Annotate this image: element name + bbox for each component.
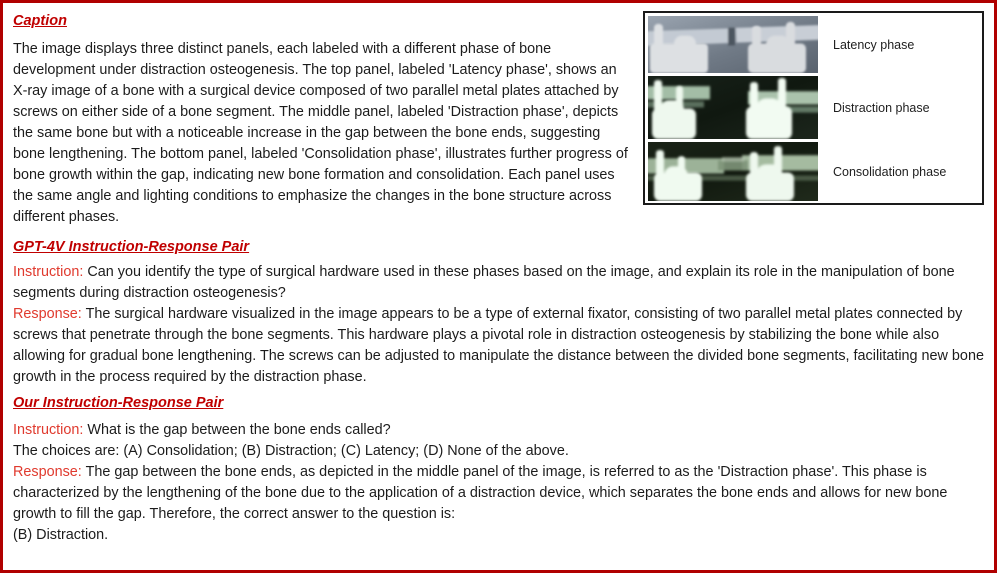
our-choices-line: The choices are: (A) Consolidation; (B) Distraction; (C) Latency; (D) None of the above. bbox=[13, 443, 569, 459]
response-label: Response: bbox=[13, 464, 82, 480]
response-text: The surgical hardware visualized in the image appears to be a type of external fixator, consisting of two parallel metal plates connected by screws that penetrate through the bone segments. This hardware plays a pivotal role in distraction osteogenesis by stabilizing the bone while also allowing for gradual bone lengthening. The screws can be adjusted to manipulate the distance between the divided bone segments, facilitating new bone growth in the process required by the distraction phase. bbox=[13, 306, 984, 385]
instruction-label: Instruction: bbox=[13, 422, 84, 438]
our-pair-heading: Our Instruction-Response Pair bbox=[13, 395, 224, 411]
our-instruction bbox=[13, 420, 984, 441]
bone-phases-figure bbox=[643, 11, 984, 205]
gpt4v-instruction bbox=[13, 262, 984, 304]
xray-panel-consolidation-image bbox=[648, 142, 818, 201]
caption-section bbox=[13, 9, 984, 228]
xray-panel-latency-image bbox=[648, 16, 818, 73]
gpt4v-section bbox=[13, 228, 984, 388]
figure-label-latency: Latency phase bbox=[818, 16, 979, 73]
our-pair-section bbox=[13, 388, 984, 546]
instruction-text: Can you identify the type of surgical hardware used in these phases based on the image, and explain its role in the manipulation of bone segments during distraction osteogenesis? bbox=[13, 264, 955, 301]
instruction-text: What is the gap between the bone ends called? bbox=[87, 422, 391, 438]
figure-row-distraction bbox=[648, 76, 979, 139]
gpt4v-heading: GPT-4V Instruction-Response Pair bbox=[13, 239, 250, 255]
our-response bbox=[13, 462, 984, 525]
page-content bbox=[3, 3, 994, 552]
figure-label-distraction: Distraction phase bbox=[818, 76, 979, 139]
figure-row-consolidation bbox=[648, 142, 979, 201]
instruction-label: Instruction: bbox=[13, 264, 84, 280]
figure-row-latency bbox=[648, 16, 979, 73]
xray-panel-distraction-image bbox=[648, 76, 818, 139]
caption-body: The image displays three distinct panels, each labeled with a different phase of bone development under distraction osteogenesis. The top panel, labeled 'Latency phase', shows an X-ray image of a bone with a surgical device composed of two parallel metal plates attached by screws on either side of a bone segment. The middle panel, labeled 'Distraction phase', depicts the same bone but with a noticeable increase in the gap between the bone ends, suggesting bone lengthening. The bottom panel, labeled 'Consolidation phase', illustrates further progress of bone growth within the gap, indicating new bone formation and consolidation. Each panel uses the same angle and lighting conditions to emphasize the changes in the bone structure across different phases. bbox=[13, 41, 628, 225]
gpt4v-response bbox=[13, 304, 984, 388]
response-label: Response: bbox=[13, 306, 82, 322]
our-answer-line: (B) Distraction. bbox=[13, 527, 109, 543]
figure-label-consolidation: Consolidation phase bbox=[818, 142, 979, 201]
response-text: The gap between the bone ends, as depicted in the middle panel of the image, is referred to as the 'Distraction phase'. This phase is characterized by the lengthening of the bone due to the application of a distraction device, which separates the bone ends and allows for new bone growth to fill the gap. Therefore, the correct answer to the question is: bbox=[13, 464, 948, 522]
caption-heading: Caption bbox=[13, 13, 67, 29]
